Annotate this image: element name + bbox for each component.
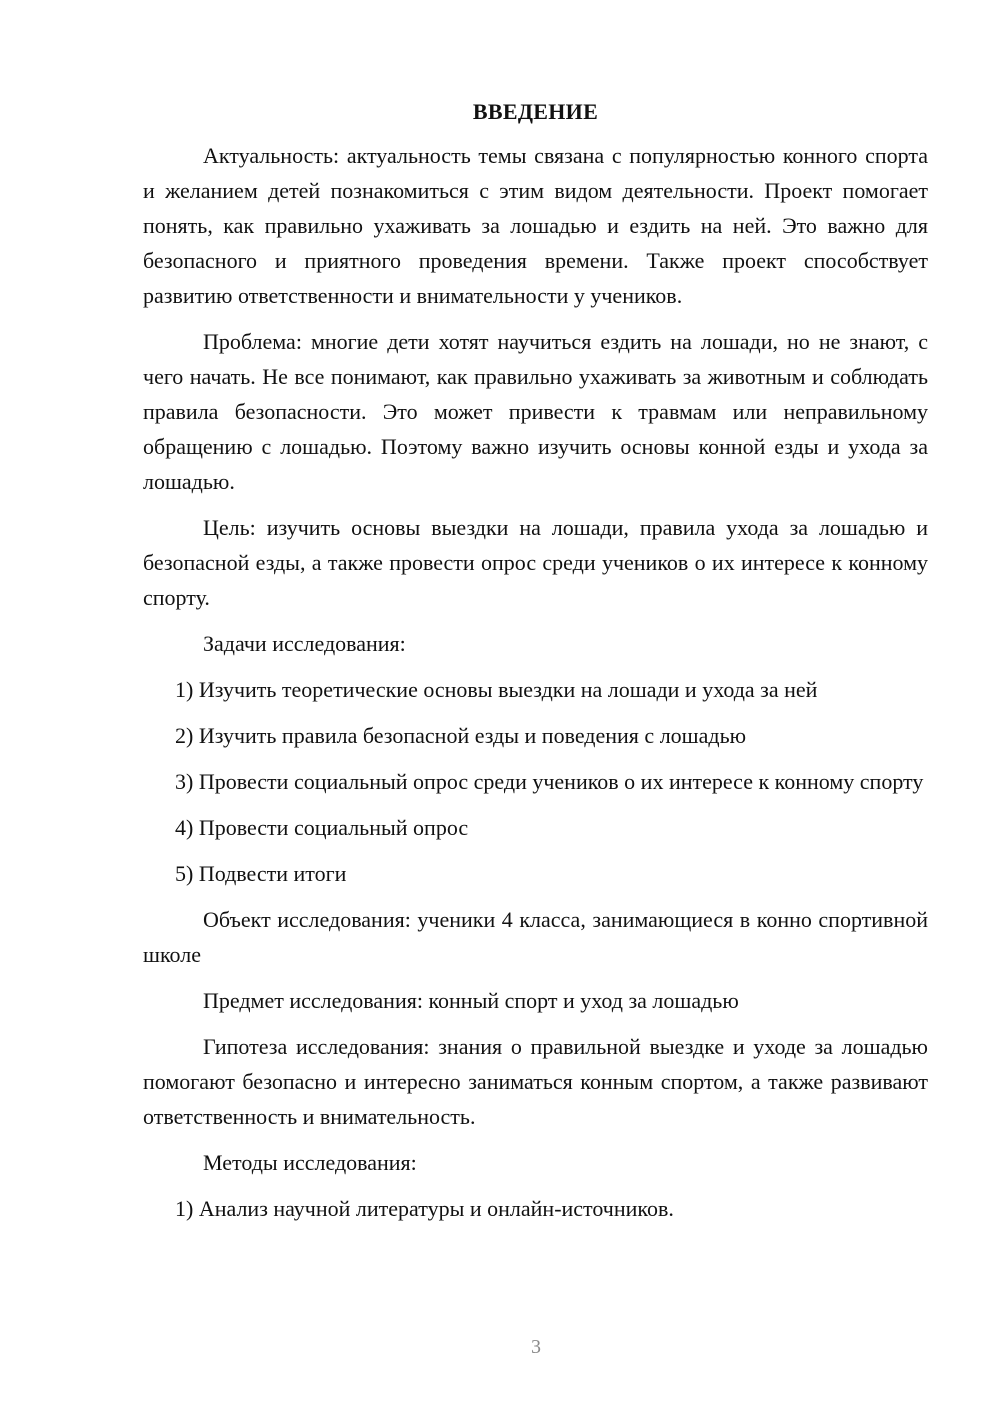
task-item-2: 2) Изучить правила безопасной езды и поведения с лошадью (175, 723, 747, 748)
object-paragraph: Объект исследования: ученики 4 класса, занимающиеся в конно спортивной школе (143, 907, 928, 967)
page-content (143, 96, 928, 1237)
tasks-title: Задачи исследования: (203, 631, 406, 656)
task-item-1: 1) Изучить теоретические основы выездки на лошади и ухода за ней (175, 677, 818, 702)
methods-title: Методы исследования: (203, 1150, 417, 1175)
relevance-paragraph: Актуальность: актуальность темы связана с популярностью конного спорта и желанием детей познакомиться с этим видом деятельности. Проект помогает понять, как правильно ухаживать за лошадью и ездить на ней. Это важно для безопасного и приятного проведения времени. Также проект способствует развитию ответственности и внимательности у учеников. (143, 143, 928, 308)
hypothesis-paragraph: Гипотеза исследования: знания о правильной выездке и уходе за лошадью помогают безопасно и интересно заниматься конным спортом, а также развивают ответственность и внимательность. (143, 1034, 928, 1129)
section-heading: ВВЕДЕНИЕ (472, 99, 599, 124)
page-number: 3 (531, 1336, 541, 1358)
goal-paragraph: Цель: изучить основы выездки на лошади, правила ухода за лошадью и безопасной езды, а также провести опрос среди учеников о их интересе к конному спорту. (143, 515, 928, 610)
method-item-1: 1) Анализ научной литературы и онлайн-источников. (175, 1196, 674, 1221)
task-item-4: 4) Провести социальный опрос (175, 815, 469, 840)
task-item-3: 3) Провести социальный опрос среди учеников о их интересе к конному спорту (175, 769, 924, 794)
subject-paragraph: Предмет исследования: конный спорт и уход за лошадью (203, 988, 739, 1013)
problem-paragraph: Проблема: многие дети хотят научиться ездить на лошади, но не знают, с чего начать. Не все понимают, как правильно ухаживать за животным и соблюдать правила безопасности. Это может привести к травмам или неправильному обращению с лошадью. Поэтому важно изучить основы конной езды и ухода за лошадью. (143, 329, 928, 494)
task-item-5: 5) Подвести итоги (175, 861, 347, 886)
